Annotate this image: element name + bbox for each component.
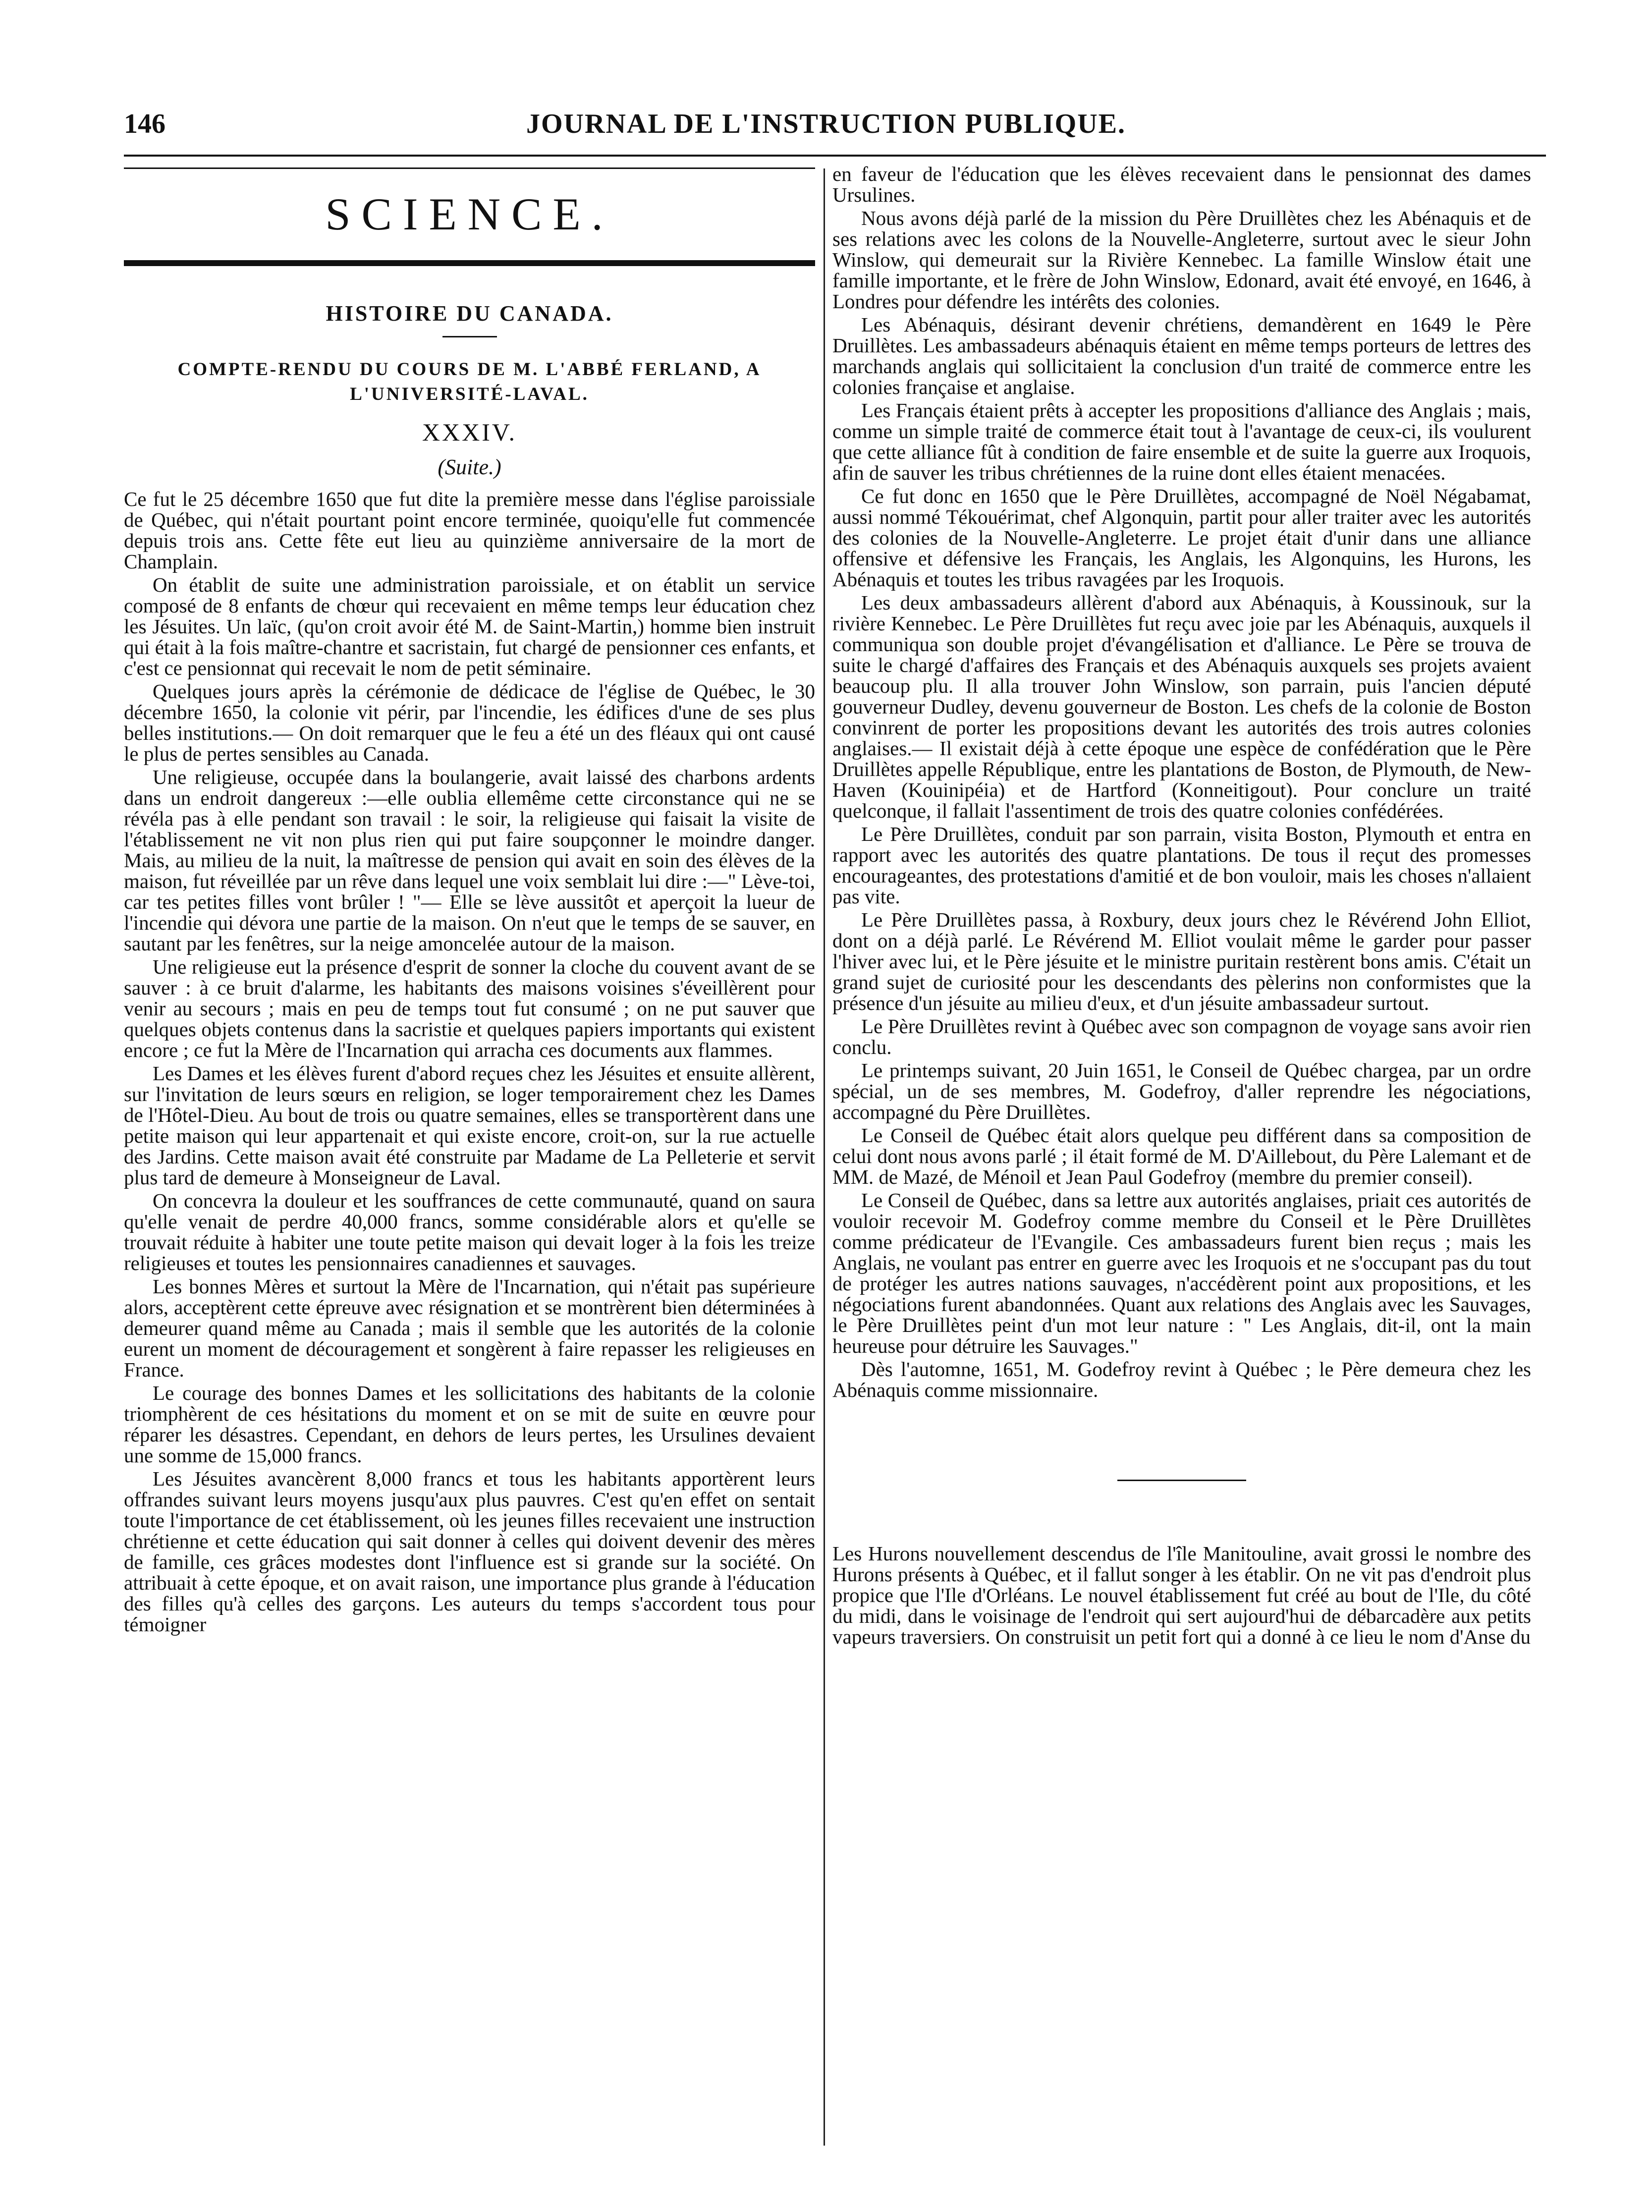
left-body-text — [124, 489, 815, 1635]
paragraph: Nous avons déjà parlé de la mission du Père Druillètes chez les Abénaquis et de ses relations avec les colons de la Nouvelle-Angleterre, surtout avec le sieur John Winslow, qui demeurait sur la Rivière Kennebec. La famille Winslow était une famille importante, et le frère de John Winslow, Edonard, avait été envoyé, en 1646, à Londres pour défendre les intérêts des colonies. — [832, 207, 1531, 313]
title-rule — [442, 336, 497, 337]
paragraph: Les Français étaient prêts à accepter les propositions d'alliance des Anglais ; mais, comme un simple traité de commerce était tout à l'avantage de ceux-ci, ils voulurent que cette alliance fût à condition de faire ensemble et de suite la guerre aux Iroquois, afin de sauver les tribus chrétiennes de la ruine dont elles étaient menacées. — [832, 399, 1531, 484]
paragraph: Le Père Druillètes revint à Québec avec son compagnon de voyage sans avoir rien conclu. — [832, 1015, 1531, 1058]
article-subtitle: COMPTE-RENDU DU COURS DE M. L'ABBÉ FERLAND, A L'UNIVERSITÉ-LAVAL. — [177, 359, 762, 404]
page-number: 146 — [124, 109, 165, 139]
paragraph: Quelques jours après la cérémonie de dédicace de l'église de Québec, le 30 décembre 1650, la colonie vit périr, par l'incendie, les édifices d'une de ses plus belles institutions.— On doit remarquer que le feu a été un des fléaux qui ont causé le plus de pertes sensibles au Canada. — [124, 680, 815, 765]
paragraph: Le Père Druillètes, conduit par son parrain, visita Boston, Plymouth et entra en rapport avec les autorités des quatre plantations. De tous il reçut des promesses encourageantes, des protestations d'amitié et de bon vouloir, mais les choses n'allaient pas vite. — [832, 823, 1531, 908]
paragraph: Les Abénaquis, désirant devenir chrétiens, demandèrent en 1649 le Père Druillètes. Les ambassadeurs abénaquis étaient en même temps porteurs de lettres des marchands anglais qui sollicitaient la conclusion d'un traité de commerce entre les colonies française et anglaise. — [832, 313, 1531, 398]
page-header — [0, 0, 1652, 164]
left-column — [124, 164, 815, 2148]
section-bottom-rule — [124, 260, 815, 266]
section-title: SCIENCE. — [325, 189, 614, 239]
paragraph: Le Conseil de Québec, dans sa lettre aux autorités anglaises, priait ces autorités de vouloir recevoir M. Godefroy comme membre du Conseil et le Père Druillètes comme prédicateur de l'Evangile. Ces ambassadeurs furent bien reçus ; mais les Anglais, ne voulant pas entrer en guerre avec les Iroquois et ne s'occupant pas du tout de protéger les autres nations sauvages, n'accédèrent point aux propositions, et les négociations furent abandonnées. Quant aux relations des Anglais avec les Sauvages, le Père Druillètes peint d'un mot leur nature : " Les Anglais, dit-il, ont la main heureuse pour détruire les Sauvages." — [832, 1189, 1531, 1357]
paragraph: Ce fut le 25 décembre 1650 que fut dite la première messe dans l'église paroissiale de Québec, qui n'était pourtant point encore terminée, quoiqu'elle fut commencée depuis trois ans. Cette fête eut lieu au quinzième anniversaire de la mort de Champlain. — [124, 488, 815, 573]
paragraph: On concevra la douleur et les souffrances de cette communauté, quand on saura qu'elle venait de perdre 40,000 francs, somme considérable alors et qu'elle se trouvait réduite à habiter une toute petite maison qui devait loger à la fois les treize religieuses et toutes les pensionnaires canadiennes et sauvages. — [124, 1189, 815, 1274]
section-top-rule — [124, 167, 815, 169]
chapter-number: XXXIV. — [422, 418, 517, 446]
paragraph: Le printemps suivant, 20 Juin 1651, le Conseil de Québec chargea, par un ordre spécial, un de ses membres, M. Godefroy, d'aller reprendre les négociations, accompagné du Père Druillètes. — [832, 1059, 1531, 1123]
paragraph: Une religieuse, occupée dans la boulangerie, avait laissé des charbons ardents dans un endroit dangereux :—elle oublia ellemême cette circonstance qui ne se révéla pas à elle pendant son travail : le soir, la religieuse qui faisait la visite de l'établissement ne vit non plus rien qui put faire soupçonner le moindre danger. Mais, au milieu de la nuit, la maîtresse de pension qui avait en soin des élèves de la maison, fut réveillée par un rêve dans lequel une voix semblait lui dire :—" Lève-toi, car tes petites filles vont brûler ! "— Elle se lève aussitôt et aperçoit la lueur de l'incendie qui dévora une partie de la maison. On n'eut que le temps de se sauver, en sautant par les fenêtres, sur la neige amoncelée autour de la maison. — [124, 766, 815, 955]
paragraph: en faveur de l'éducation que les élèves recevaient dans le pensionnat des dames Ursulines. — [832, 164, 1531, 206]
suite-label: (Suite.) — [438, 455, 501, 479]
paragraph: Les Jésuites avancèrent 8,000 francs et tous les habitants apportèrent leurs offrandes suivant leurs moyens jusqu'aux plus pauvres. C'est qu'en effet on sentait toute l'importance de cet établissement, où les jeunes filles recevaient une instruction chrétienne et cette éducation qui sait donner à celles qui doivent devenir des mères de famille, ces grâces modestes dont l'influence est si grande sur la société. On attribuait à cette époque, et on avait raison, une importance plus grande à l'éducation des filles qu'à celles des garçons. Les auteurs du temps s'accordent tous pour témoigner — [124, 1467, 815, 1636]
paragraph: Le Conseil de Québec était alors quelque peu différent dans sa composition de celui dont nous avons parlé ; il était formé de M. D'Aillebout, du Père Lalemant et de MM. de Mazé, de Ménoil et Jean Paul Godefroy (membre du premier conseil). — [832, 1124, 1531, 1188]
paragraph: Les Hurons nouvellement descendus de l'île Manitouline, avait grossi le nombre des Hurons présents à Québec, et il fallut songer à les établir. On ne vit pas d'endroit plus propice que l'Ile d'Orléans. Le nouvel établissement fut créé au bout de l'Ile, du côté du midi, dans le voisinage de l'endroit qui sert aujourd'hui de débarcadère aux petits vapeurs traversiers. On construisit un petit fort qui a donné à ce lieu le nom d'Anse du — [832, 1542, 1531, 1648]
paragraph: Le Père Druillètes passa, à Roxbury, deux jours chez le Révérend John Elliot, dont on a déjà parlé. Le Révérend M. Elliot voulait même le garder pour passer l'hiver avec lui, et le Père jésuite et le ministre puritain restèrent bons amis. C'était un grand sujet de curiosité pour les descendants des pèlerins non conformistes que la présence d'un jésuite au milieu d'eux, et d'un jésuite ambassadeur surtout. — [832, 908, 1531, 1014]
paragraph: Une religieuse eut la présence d'esprit de sonner la cloche du couvent avant de se sauver : à ce bruit d'alarme, les habitants des maisons voisines s'éveillèrent pour venir au secours ; mais en peu de temps tout fut consumé ; on ne put sauver que quelques objets contenus dans la sacristie et quelques papiers importants qui existent encore ; ce fut la Mère de l'Incarnation qui arracha ces documents aux flammes. — [124, 955, 815, 1061]
paragraph: Ce fut donc en 1650 que le Père Druillètes, accompagné de Noël Négabamat, aussi nommé Tékouérimat, chef Algonquin, partit pour aller traiter avec les autorités des colonies de la Nouvelle-Angleterre. Le projet était d'unir dans une alliance offensive et défensive les Français, les Anglais, les Algonquins, les Hurons, les Abénaquis et toutes les tribus ravagées par les Iroquois. — [832, 485, 1531, 591]
right-body-text — [832, 164, 1531, 1400]
journal-title: JOURNAL DE L'INSTRUCTION PUBLIQUE. — [526, 109, 1126, 139]
header-rule — [124, 155, 1546, 157]
paragraph: Les deux ambassadeurs allèrent d'abord aux Abénaquis, à Koussinouk, sur la rivière Kennebec. Le Père Druillètes fut reçu avec joie par les Abénaquis, auxquels il communiqua son double projet d'évangélisation et d'alliance. Le Père se trouva de suite le chargé d'affaires des Français et des Abénaquis auxquels ses projets avaient beaucoup plu. Il alla trouver John Winslow, son parrain, puis l'ancien député gouverneur Dudley, devenu gouverneur de Boston. Les chefs de la colonie de Boston convinrent de porter les propositions devant les autorités des trois autres colonies anglaises.— Il existait déjà à cette époque une espèce de confédération que le Père Druillètes appelle République, entre les plantations de Boston, de Plymouth, de New-Haven (Kouinipéia) et de Hartford (Konneitigout). Pour conclure un traité quelconque, il fallait l'assentiment de trois des quatre colonies confédérées. — [832, 591, 1531, 822]
right-column — [832, 164, 1531, 2148]
paragraph: Dès l'automne, 1651, M. Godefroy revint à Québec ; le Père demeura chez les Abénaquis comme missionnaire. — [832, 1358, 1531, 1401]
paragraph: Le courage des bonnes Dames et les sollicitations des habitants de la colonie triomphèrent de ces hésitations du moment et on se mit de suite en œuvre pour réparer les désastres. Cependant, en dehors de leurs pertes, les Ursulines devaient une somme de 15,000 francs. — [124, 1382, 815, 1467]
paragraph: Les Dames et les élèves furent d'abord reçues chez les Jésuites et ensuite allèrent, sur l'invitation de leurs sœurs en religion, se loger temporairement chez les Dames de l'Hôtel-Dieu. Au bout de trois ou quatre semaines, elles se transportèrent dans une petite maison qui leur appartenait et qui existe encore, croit-on, sur la rue actuelle des Jardins. Cette maison avait été construite par Madame de La Pelleterie et servit plus tard de demeure à Monseigneur de Laval. — [124, 1062, 815, 1189]
paragraph: Les bonnes Mères et surtout la Mère de l'Incarnation, qui n'était pas supérieure alors, acceptèrent cette épreuve avec résignation et se montrèrent bien déterminées à demeurer quand même au Canada ; mais il semble que les autorités de la colonie eurent un moment de découragement et songèrent à faire repasser les religieuses en France. — [124, 1275, 815, 1381]
article-title: HISTOIRE DU CANADA. — [326, 301, 613, 326]
right-body-text-continued — [832, 1543, 1531, 1647]
section-separator-rule — [1117, 1480, 1246, 1481]
paragraph: On établit de suite une administration paroissiale, et on établit un service composé de 8 enfants de chœur qui recevaient en même temps leur éducation chez les Jésuites. Un laïc, (qu'on croit avoir été M. de Saint-Martin,) homme bien instruit qui était à la fois maître-chantre et sacristain, fut chargé de pensionner ces enfants, et c'est ce pensionnat qui recevait le nom de petit séminaire. — [124, 573, 815, 679]
column-divider — [824, 168, 825, 2146]
